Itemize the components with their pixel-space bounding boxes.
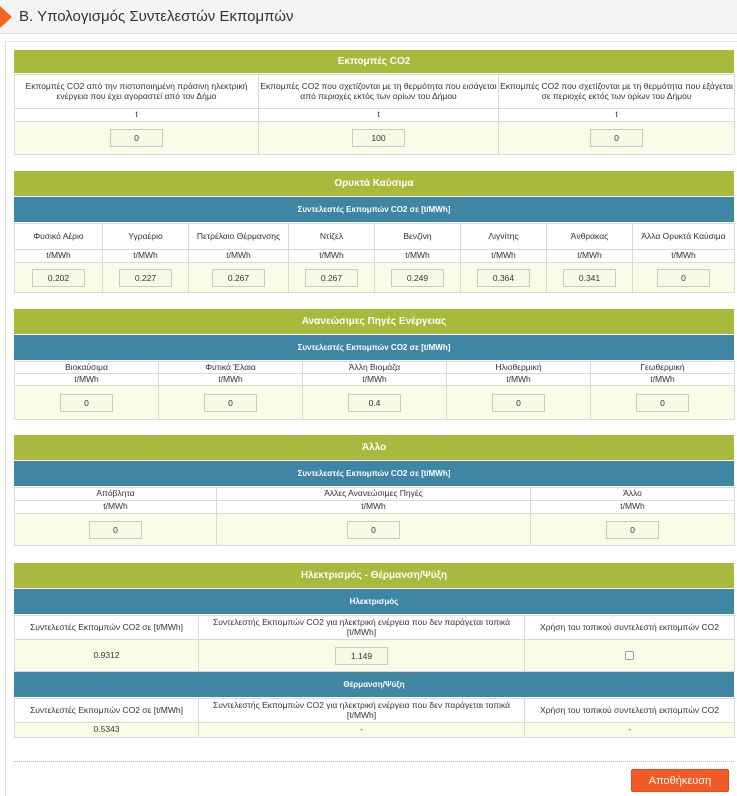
other-biomass-input[interactable]: 0.4 bbox=[348, 394, 401, 412]
page-header bbox=[0, 0, 737, 34]
electricity-section bbox=[14, 563, 734, 738]
heat-nonlocal-value: - bbox=[199, 723, 525, 738]
biofuels-input[interactable]: 0 bbox=[60, 394, 113, 412]
natural-gas-input[interactable]: 0.202 bbox=[32, 269, 85, 287]
co2-table bbox=[14, 74, 735, 155]
co2-col-unit: t bbox=[259, 109, 499, 122]
other-col-label: Άλλο bbox=[531, 488, 735, 501]
fossil-col-unit: t/MWh bbox=[189, 250, 289, 263]
co2-col-label: Εκπομπές CO2 από την πιστοποιημένη πράσινη ηλεκτρική ενέργεια που έχει αγοραστεί από τον Δήμο bbox=[15, 75, 259, 109]
other-col-label: Απόβλητα bbox=[15, 488, 217, 501]
save-button[interactable]: Αποθήκευση bbox=[631, 769, 729, 792]
fossil-col-label: Φυσικό Αέριο bbox=[15, 224, 103, 250]
geothermal-input[interactable]: 0 bbox=[636, 394, 689, 412]
lignite-input[interactable]: 0.364 bbox=[477, 269, 530, 287]
co2-section bbox=[14, 50, 734, 155]
co2-heat-imported-input[interactable]: 100 bbox=[352, 129, 405, 147]
fossil-col-unit: t/MWh bbox=[633, 250, 735, 263]
renewable-col-unit: t/MWh bbox=[159, 374, 303, 386]
renewable-col-unit: t/MWh bbox=[15, 374, 159, 386]
fossil-col-label: Λιγνίτης bbox=[461, 224, 547, 250]
gasoline-input[interactable]: 0.249 bbox=[391, 269, 444, 287]
elec-col-label: Συντελεστές Εκπομπών CO2 σε [t/MWh] bbox=[15, 616, 199, 640]
fossil-col-unit: t/MWh bbox=[15, 250, 103, 263]
fossil-col-unit: t/MWh bbox=[461, 250, 547, 263]
other-section bbox=[14, 435, 734, 546]
co2-green-electricity-input[interactable]: 0 bbox=[110, 129, 163, 147]
other-table bbox=[14, 487, 735, 546]
plant-oils-input[interactable]: 0 bbox=[204, 394, 257, 412]
electricity-subtitle: Ηλεκτρισμός bbox=[14, 589, 734, 615]
other-col-unit: t/MWh bbox=[15, 501, 217, 514]
form-divider bbox=[14, 761, 734, 762]
heating-table bbox=[14, 698, 735, 738]
renewable-section bbox=[14, 309, 734, 420]
fossil-col-unit: t/MWh bbox=[103, 250, 189, 263]
co2-col-unit: t bbox=[15, 109, 259, 122]
elec-nonlocal-input[interactable]: 1.149 bbox=[335, 647, 388, 665]
renewable-col-label: Άλλη Βιομάζα bbox=[303, 362, 447, 374]
other-col-label: Άλλες Ανανεώσιμες Πηγές bbox=[217, 488, 531, 501]
elec-col-label: Χρήση του τοπικού συντελεστή εκπομπών CO2 bbox=[525, 616, 735, 640]
heat-col-label: Συντελεστές Εκπομπών CO2 σε [t/MWh] bbox=[15, 699, 199, 723]
co2-col-label: Εκπομπές CO2 που σχετίζονται με τη θερμότητα που εισάγεται από περιοχές εκτός των ορίων του Δήμου bbox=[259, 75, 499, 109]
heat-col-label: Συντελεστής Εκπομπών CO2 για ηλεκτρική ενέργεια που δεν παράγεται τοπικά [t/MWh] bbox=[199, 699, 525, 723]
heating-oil-input[interactable]: 0.267 bbox=[212, 269, 265, 287]
fossil-section bbox=[14, 171, 734, 293]
lpg-input[interactable]: 0.227 bbox=[119, 269, 172, 287]
other-col-unit: t/MWh bbox=[217, 501, 531, 514]
co2-section-title: Εκπομπές CO2 bbox=[14, 50, 734, 74]
renewable-col-unit: t/MWh bbox=[303, 374, 447, 386]
heat-use-local-value: - bbox=[525, 723, 735, 738]
fossil-col-unit: t/MWh bbox=[547, 250, 633, 263]
diesel-input[interactable]: 0.267 bbox=[305, 269, 358, 287]
renewable-col-unit: t/MWh bbox=[447, 374, 591, 386]
heat-factor-value: 0.5343 bbox=[15, 723, 199, 738]
page-title: Β. Υπολογισμός Συντελεστών Εκπομπών bbox=[19, 8, 294, 25]
fossil-section-title: Ορυκτά Καύσιμα bbox=[14, 171, 734, 197]
renewable-section-title: Ανανεώσιμες Πηγές Ενέργειας bbox=[14, 309, 734, 335]
electricity-table bbox=[14, 615, 735, 672]
header-marker-icon bbox=[0, 6, 12, 28]
fossil-col-label: Υγραέριο bbox=[103, 224, 189, 250]
renewable-col-unit: t/MWh bbox=[591, 374, 735, 386]
elec-col-label: Συντελεστής Εκπομπών CO2 για ηλεκτρική ενέργεια που δεν παράγεται τοπικά [t/MWh] bbox=[199, 616, 525, 640]
co2-heat-exported-input[interactable]: 0 bbox=[590, 129, 643, 147]
co2-col-label: Εκπομπές CO2 που σχετίζονται με τη θερμότητα που εξάγεται σε περιοχές εκτός των ορίων του Δήμου bbox=[499, 75, 735, 109]
heating-subtitle: Θέρμανση/Ψύξη bbox=[14, 672, 734, 698]
renewable-col-label: Ηλιοθερμική bbox=[447, 362, 591, 374]
use-local-factor-checkbox[interactable] bbox=[625, 651, 634, 660]
solar-thermal-input[interactable]: 0 bbox=[492, 394, 545, 412]
coal-input[interactable]: 0.341 bbox=[563, 269, 616, 287]
renewable-col-label: Φυτικά Έλαια bbox=[159, 362, 303, 374]
fossil-col-label: Άνθρακας bbox=[547, 224, 633, 250]
fossil-col-unit: t/MWh bbox=[289, 250, 375, 263]
fossil-col-label: Βενζίνη bbox=[375, 224, 461, 250]
other-renewables-input[interactable]: 0 bbox=[347, 521, 400, 539]
electricity-section-title: Ηλεκτρισμός - Θέρμανση/Ψύξη bbox=[14, 563, 734, 589]
renewable-subtitle: Συντελεστές Εκπομπών CO2 σε [t/MWh] bbox=[14, 335, 734, 361]
fossil-subtitle: Συντελεστές Εκπομπών CO2 σε [t/MWh] bbox=[14, 197, 734, 223]
fossil-col-unit: t/MWh bbox=[375, 250, 461, 263]
fossil-col-label: Πετρέλαιο Θέρμανσης bbox=[189, 224, 289, 250]
fossil-col-label: Ντίζελ bbox=[289, 224, 375, 250]
other-subtitle: Συντελεστές Εκπομπών CO2 σε [t/MWh] bbox=[14, 461, 734, 487]
other-col-unit: t/MWh bbox=[531, 501, 735, 514]
renewable-col-label: Βιοκαύσιμα bbox=[15, 362, 159, 374]
other-fossil-input[interactable]: 0 bbox=[657, 269, 710, 287]
other-section-title: Άλλο bbox=[14, 435, 734, 461]
co2-col-unit: t bbox=[499, 109, 735, 122]
other-input[interactable]: 0 bbox=[606, 521, 659, 539]
fossil-col-label: Άλλα Ορυκτά Καύσιμα bbox=[633, 224, 735, 250]
renewable-col-label: Γεωθερμική bbox=[591, 362, 735, 374]
waste-input[interactable]: 0 bbox=[89, 521, 142, 539]
elec-factor-value: 0.9312 bbox=[15, 640, 199, 672]
fossil-table bbox=[14, 223, 735, 293]
renewable-table bbox=[14, 361, 735, 420]
heat-col-label: Χρήση του τοπικού συντελεστή εκπομπών CO2 bbox=[525, 699, 735, 723]
